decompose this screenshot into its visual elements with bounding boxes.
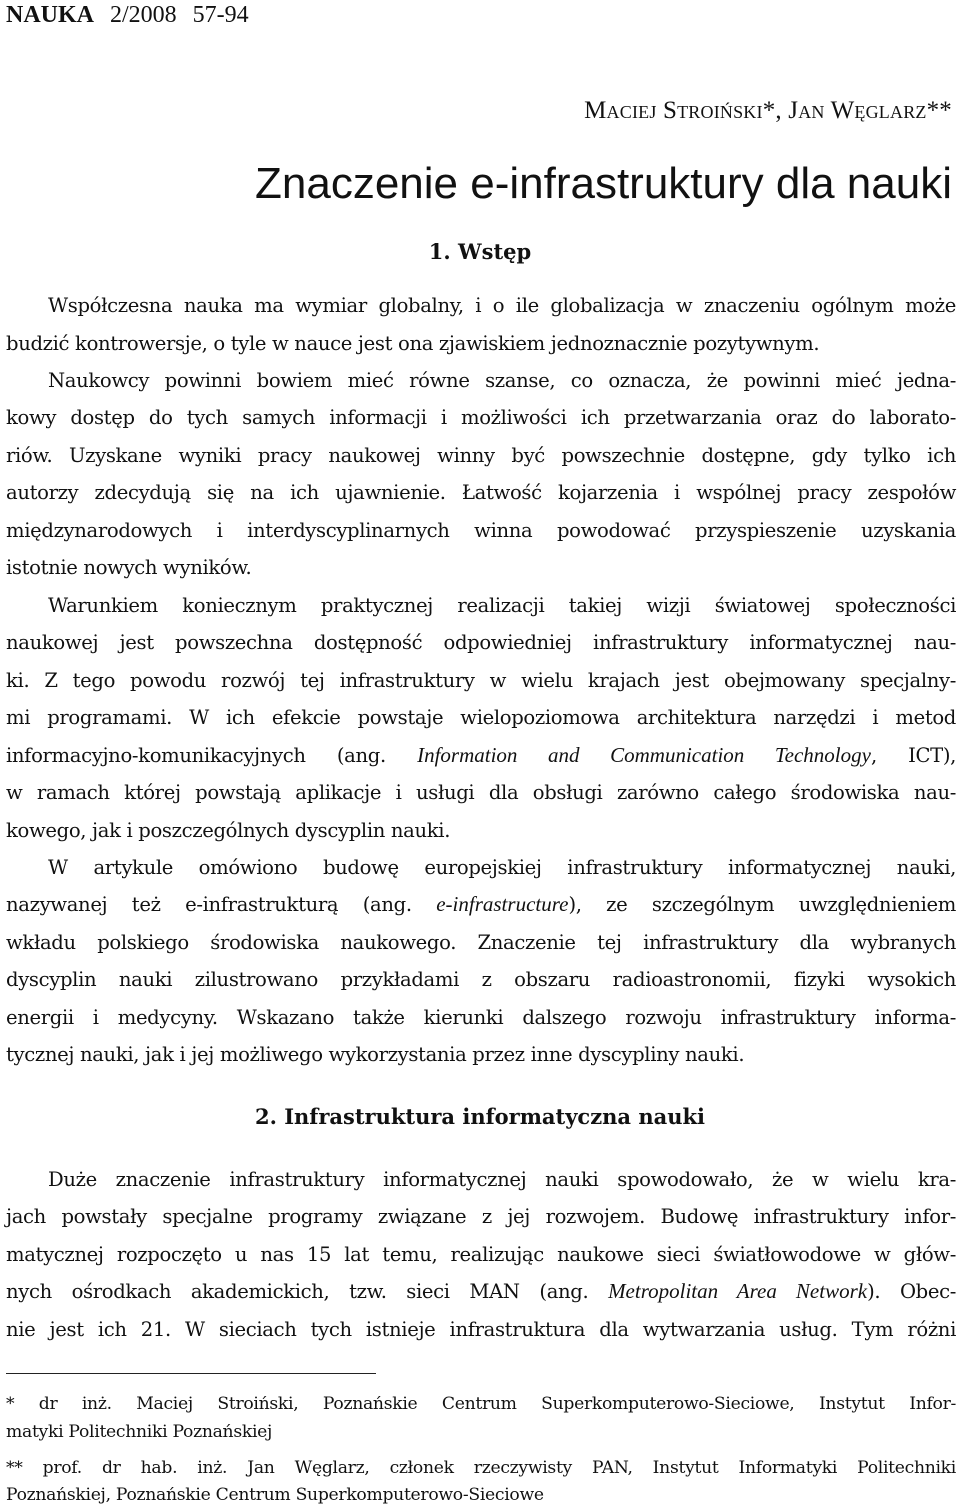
body-line: budzić kontrowersje, o tyle w nauce jest ona zjawiskiem jednoznacznie pozytywnym. xyxy=(6,332,820,355)
body-line: autorzy zdecydują się na ich ujawnienie. Łatwość kojarzenia i wspólnej pracy zespołów xyxy=(6,481,956,504)
line-text: nych ośrodkach akademickich, tzw. sieci MAN (ang. xyxy=(6,1280,609,1303)
body-line xyxy=(6,886,956,923)
body-line: ki. Z tego powodu rozwój tej infrastruktury w wielu krajach jest obejmowany specjalny- xyxy=(6,669,956,692)
line-text: , ICT), xyxy=(870,744,956,767)
body-line: kowy dostęp do tych samych informacji i możliwości ich przetwarzania oraz do laborato- xyxy=(6,406,956,429)
body-line: riów. Uzyskane wyniki pracy naukowej winny być powszechnie dostępne, gdy tylko ich xyxy=(6,444,956,467)
body-line: Warunkiem koniecznym praktycznej realizacji takiej wizji światowej społeczności xyxy=(48,594,956,617)
italic-term: Metropolitan Area Network xyxy=(608,1279,868,1303)
body-line: W artykule omówiono budowę europejskiej infrastruktury informatycznej nauki, xyxy=(48,856,956,879)
body-line: energii i medycyny. Wskazano także kierunki dalszego rozwoju infrastruktury informa- xyxy=(6,1006,956,1029)
body-line: dyscyplin nauki zilustrowano przykładami z obszaru radioastronomii, fizyki wysokich xyxy=(6,968,956,991)
body-line: istotnie nowych wyników. xyxy=(6,556,252,579)
line-text: ), ze szczególnym uwzględnieniem xyxy=(568,893,957,916)
footnote-line: Poznańskiej, Poznańskie Centrum Superkomputerowo-Sieciowe xyxy=(6,1485,544,1505)
body-line xyxy=(6,737,956,774)
section-heading-infrastructure: 2. Infrastruktura informatyczna nauki xyxy=(254,1104,706,1129)
footnote-line: * dr inż. Maciej Stroiński, Poznańskie Centrum Superkomputerowo-Sieciowe, Instytut Infor- xyxy=(6,1394,956,1414)
body-line: Naukowcy powinni bowiem mieć równe szanse, co oznacza, że powinni mieć jedna- xyxy=(48,369,956,392)
line-text: informacyjno-komunikacyjnych (ang. xyxy=(6,744,418,767)
body-line: międzynarodowych i interdyscyplinarnych winna powodować przyspieszenie uzyskania xyxy=(6,519,956,542)
body-line: nie jest ich 21. W sieciach tych istnieje infrastruktura dla wytwarzania usług. Tym różni xyxy=(6,1318,956,1341)
running-head xyxy=(6,0,249,30)
section-heading-intro: 1. Wstęp xyxy=(428,239,532,264)
body-line: kowego, jak i poszczególnych dyscyplin nauki. xyxy=(6,819,451,842)
body-line: w ramach której powstają aplikacje i usługi dla obsługi zarówno całego środowiska nau- xyxy=(6,781,956,804)
footnote-line: ** prof. dr hab. inż. Jan Węglarz, członek rzeczywisty PAN, Instytut Informatyki Politechniki xyxy=(6,1458,956,1478)
article-authors: Maciej Stroiński*, Jan Węglarz** xyxy=(584,97,952,124)
body-line: Duże znaczenie infrastruktury informatycznej nauki spowodowało, że w wielu kra- xyxy=(48,1168,956,1191)
journal-pages: 57-94 xyxy=(192,2,249,28)
body-line: naukowej jest powszechna dostępność odpowiedniej infrastruktury informatycznej nau- xyxy=(6,631,956,654)
body-line: jach powstały specjalne programy związane z jej rozwojem. Budowę infrastruktury infor- xyxy=(6,1205,956,1228)
article-title: Znaczenie e-infrastruktury dla nauki xyxy=(255,159,952,208)
body-line: wkładu polskiego środowiska naukowego. Znaczenie tej infrastruktury dla wybranych xyxy=(6,931,956,954)
italic-term: Information and Communication Technology xyxy=(417,743,871,767)
journal-issue: 2/2008 xyxy=(110,2,177,28)
journal-name: NAUKA xyxy=(6,2,94,28)
body-line: mi programami. W ich efekcie powstaje wielopoziomowa architektura narzędzi i metod xyxy=(6,706,956,729)
body-line: Współczesna nauka ma wymiar globalny, i o ile globalizacja w znaczeniu ogólnym może xyxy=(48,294,956,317)
footnote-line: matyki Politechniki Poznańskiej xyxy=(6,1422,273,1442)
footnote-divider xyxy=(6,1373,376,1374)
body-line xyxy=(6,1273,956,1310)
line-text: nazywanej też e-infrastrukturą (ang. xyxy=(6,893,437,916)
body-line: tycznej nauki, jak i jej możliwego wykorzystania przez inne dyscypliny nauki. xyxy=(6,1043,745,1066)
line-text: ). Obec- xyxy=(867,1280,956,1303)
body-line: matycznej rozpoczęto u nas 15 lat temu, realizując naukowe sieci światłowodowe w głów- xyxy=(6,1243,956,1266)
italic-term: e-infrastructure xyxy=(436,892,569,916)
